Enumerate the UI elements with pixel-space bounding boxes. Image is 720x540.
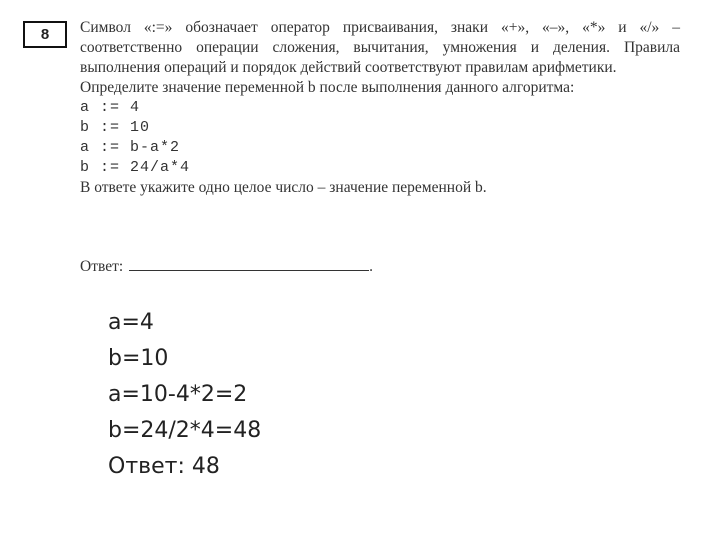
solution-line: a=4 [108,310,154,335]
task-question: Определите значение переменной b после выполнения данного алгоритма: [80,79,575,96]
task-number: 8 [40,26,50,43]
code-line: a := b-a*2 [80,139,181,156]
solution-line: b=10 [108,346,169,371]
algorithm-code [80,98,680,178]
solution-answer: Ответ: 48 [108,454,220,479]
task-instruction: В ответе укажите одно целое число – значение переменной b. [80,179,487,196]
answer-field: Ответ: . [80,258,374,275]
task-statement [80,18,680,198]
solution-line: a=10-4*2=2 [108,382,248,407]
answer-blank-line [129,256,369,271]
solution-line: b=24/2*4=48 [108,418,262,443]
answer-label: Ответ: [80,258,124,275]
code-line: b := 10 [80,119,151,136]
code-line: a := 4 [80,99,141,116]
task-paragraph: Символ «:=» обозначает оператор присваивания, знаки «+», «–», «*» и «/» – соответственно операции сложения, вычитания, умножения и деления. Правила выполнения операций и порядок действий соответствуют правилам арифметики. [80,19,680,76]
task-number-box [23,21,67,48]
code-line: b := 24/a*4 [80,159,191,176]
solution-block [108,305,261,485]
